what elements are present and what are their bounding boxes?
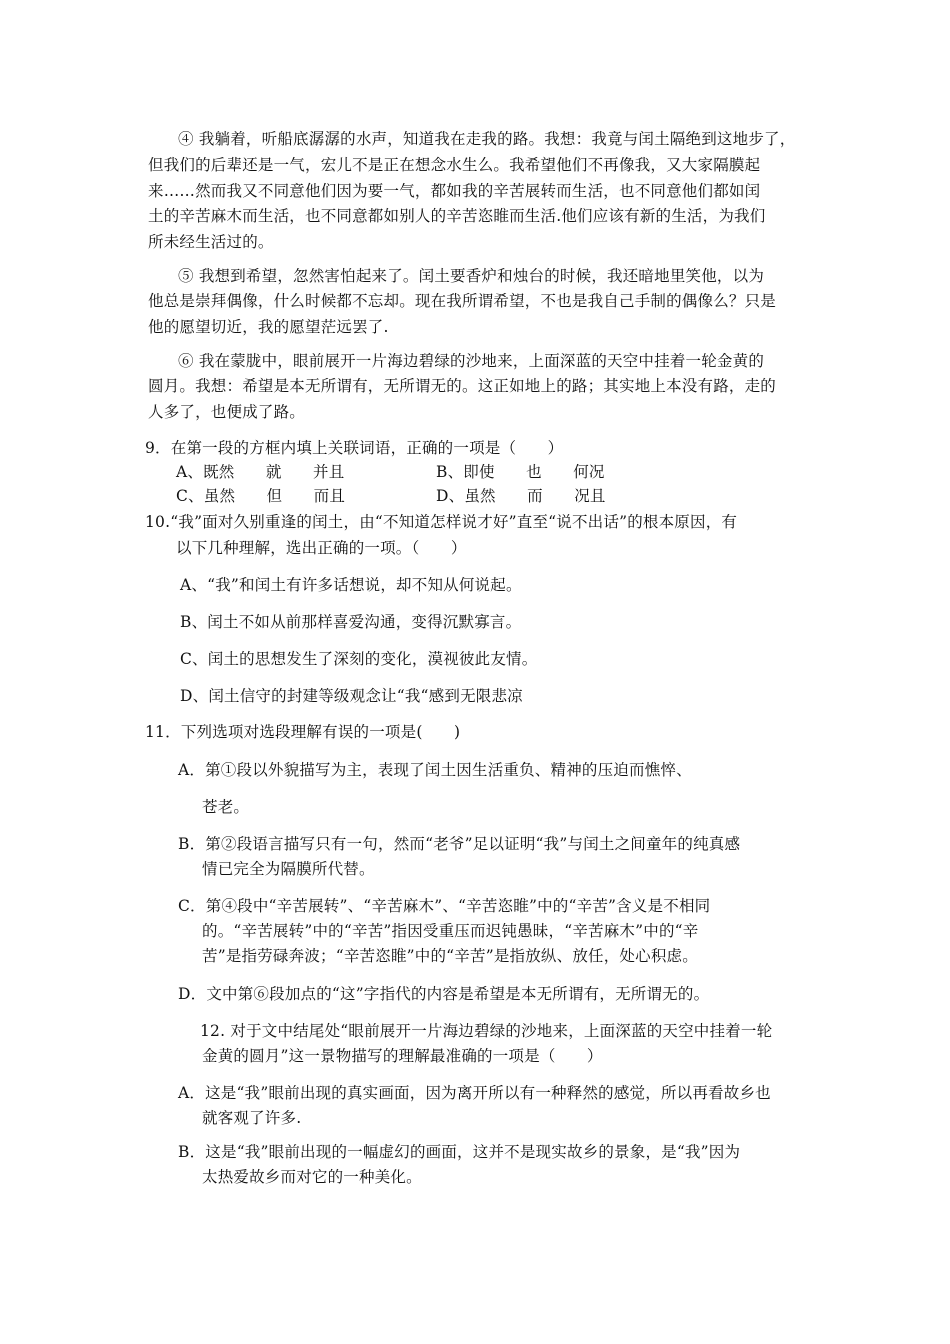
- question-9-option-c: C、虽然 但 而且: [176, 487, 346, 505]
- paragraph-5-line-2: 他总是崇拜偶像，什么时候都不忘却。现在我所谓希望，不也是我自己手制的偶像么？只是: [148, 292, 777, 310]
- question-11-option-a-line-1: A．第①段以外貌描写为主，表现了闰土因生活重负、精神的压迫而憔悴、: [178, 761, 692, 779]
- question-11-option-c-line-3: 苦”是指劳碌奔波；“辛苦恣睢”中的“辛苦”是指放纵、放任，处心积虑。: [202, 947, 698, 965]
- paragraph-4-line-2: 但我们的后辈还是一气，宏儿不是正在想念水生么。我希望他们不再像我，又大家隔膜起: [148, 156, 761, 174]
- question-9-option-a: A、既然 就 并且: [176, 463, 345, 481]
- paragraph-4-line-5: 所未经生活过的。: [148, 233, 274, 251]
- question-12-option-a-line-2: 就客观了许多.: [202, 1109, 302, 1127]
- paragraph-5-line-3: 他的愿望切近，我的愿望茫远罢了.: [148, 318, 389, 336]
- paragraph-4-line-3: 来……然而我又不同意他们因为要一气，都如我的辛苦展转而生活，也不同意他们都如闰: [148, 182, 761, 200]
- question-11-option-b-line-1: B．第②段语言描写只有一句，然而“老爷”足以证明“我”与闰土之间童年的纯真感: [178, 835, 741, 853]
- question-12-stem-line-2: 金黄的圆月”这一景物描写的理解最准确的一项是（ ）: [202, 1047, 603, 1065]
- question-10-option-b: B、闰土不如从前那样喜爱沟通，变得沉默寡言。: [180, 613, 522, 631]
- question-10-stem-line-1: 10.“我”面对久别重逢的闰土，由“不知道怎样说才好”直至“说不出话”的根本原因，有: [145, 513, 738, 531]
- paragraph-4-line-1: ④ 我躺着，听船底潺潺的水声，知道我在走我的路。我想：我竟与闰土隔绝到这地步了，: [178, 130, 796, 148]
- question-11-option-d: D．文中第⑥段加点的“这”字指代的内容是希望是本无所谓有，无所谓无的。: [178, 985, 710, 1003]
- question-9-option-b: B、即使 也 何况: [436, 463, 605, 481]
- question-10-option-a: A、“我”和闰土有许多话想说，却不知从何说起。: [180, 576, 522, 594]
- question-10-stem-line-2: 以下几种理解，选出正确的一项。（ ）: [176, 539, 467, 557]
- question-12-option-b-line-2: 太热爱故乡而对它的一种美化。: [202, 1168, 422, 1186]
- question-11-option-b-line-2: 情已完全为隔膜所代替。: [202, 860, 375, 878]
- paragraph-4-line-4: 土的辛苦麻木而生活，也不同意都如别人的辛苦恣睢而生活.他们应该有新的生活，为我们: [148, 207, 766, 225]
- question-11-option-a-line-2: 苍老。: [202, 798, 250, 816]
- paragraph-6-line-3: 人多了，也便成了路。: [148, 403, 306, 421]
- paragraph-6-line-2: 圆月。我想：希望是本无所谓有，无所谓无的。这正如地上的路；其实地上本没有路，走的: [148, 377, 777, 395]
- question-12-stem-line-1: 12. 对于文中结尾处“眼前展开一片海边碧绿的沙地来，上面深蓝的天空中挂着一轮: [200, 1022, 773, 1040]
- question-11-option-c-line-1: C．第④段中“辛苦展转”、“辛苦麻木”、“辛苦恣睢”中的“辛苦”含义是不相同: [178, 897, 711, 915]
- question-9-stem: 9．在第一段的方框内填上关联词语，正确的一项是（ ）: [145, 439, 564, 457]
- question-9-option-d: D、虽然 而 况且: [436, 487, 606, 505]
- question-11-option-c-line-2: 的。“辛苦展转”中的“辛苦”指因受重压而迟钝愚昧，“辛苦麻木”中的“辛: [202, 922, 699, 940]
- question-10-option-c: C、闰土的思想发生了深刻的变化，漠视彼此友情。: [180, 650, 538, 668]
- question-12-option-a-line-1: A．这是“我”眼前出现的真实画面，因为离开所以有一种释然的感觉，所以再看故乡也: [178, 1084, 771, 1102]
- paragraph-6-line-1: ⑥ 我在蒙胧中，眼前展开一片海边碧绿的沙地来，上面深蓝的天空中挂着一轮金黄的: [178, 352, 765, 370]
- question-10-option-d: D、闰土信守的封建等级观念让“我“感到无限悲凉: [180, 687, 523, 705]
- question-12-option-b-line-1: B．这是“我”眼前出现的一幅虚幻的画面，这并不是现实故乡的景象，是“我”因为: [178, 1143, 741, 1161]
- question-11-stem: 11．下列选项对选段理解有误的一项是( ): [145, 723, 461, 741]
- paragraph-5-line-1: ⑤ 我想到希望，忽然害怕起来了。闰土要香炉和烛台的时候，我还暗地里笑他，以为: [178, 267, 765, 285]
